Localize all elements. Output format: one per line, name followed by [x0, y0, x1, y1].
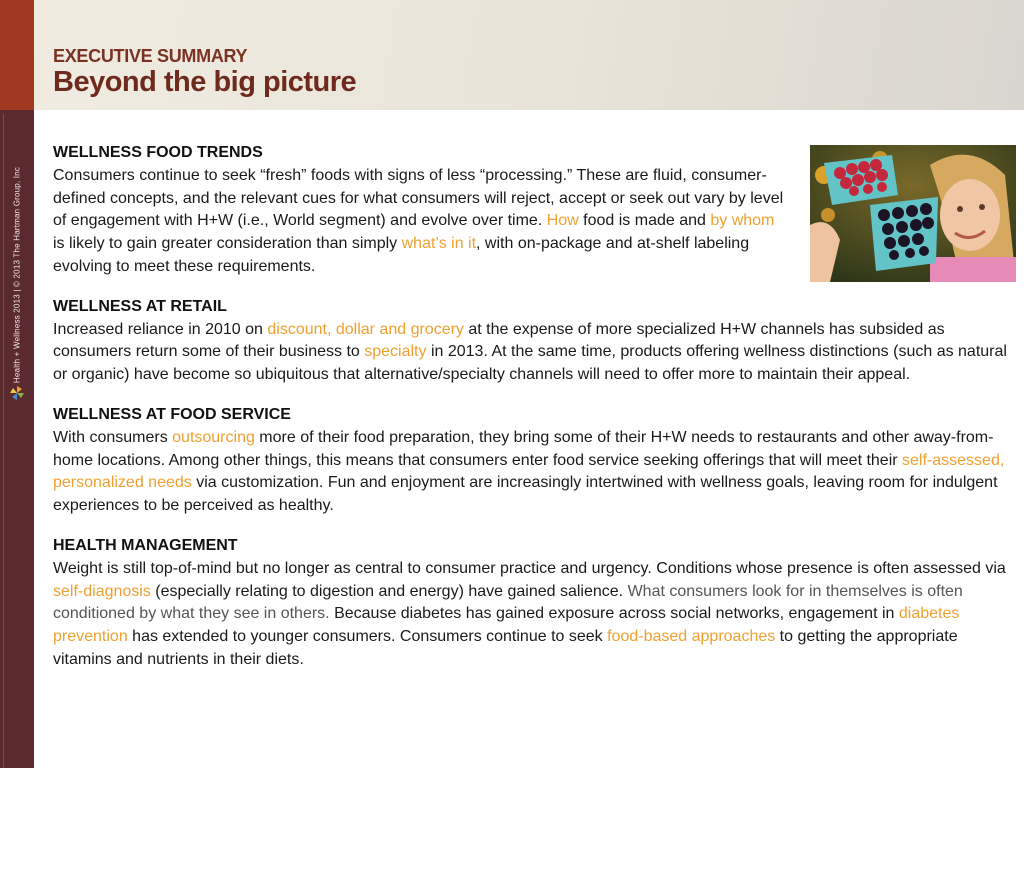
- text-run: is likely to gain greater consideration than simply: [53, 235, 402, 253]
- text-run: at the expense of more specialized H+W channels has subsided as consumers return some of their business to: [53, 320, 945, 361]
- section-paragraph: [53, 319, 1008, 387]
- text-run: Weight is still top-of-mind but no longer as central to consumer practice and urgency. Conditions whose presence is often assessed via: [53, 559, 1006, 577]
- text-run: to getting the appropriate vitamins and nutrients in their diets.: [53, 628, 958, 668]
- text-run: (especially relating to digestion and energy) have gained salience.: [150, 582, 628, 600]
- header-banner: [0, 0, 1024, 110]
- sidebar-copyright: Health + Wellness 2013 | © 2013 The Hartman Group, Inc: [12, 166, 22, 384]
- section-heading: WELLNESS FOOD TRENDS: [53, 144, 263, 161]
- text-run: has extended to younger consumers. Consumers continue to seek: [127, 628, 608, 646]
- section-health-management: [53, 535, 1008, 672]
- section-heading: WELLNESS AT FOOD SERVICE: [53, 405, 291, 423]
- content-body: [53, 142, 1008, 689]
- pinwheel-icon: [10, 386, 24, 400]
- section-paragraph: [53, 165, 788, 279]
- highlight-text: by whom: [710, 212, 775, 230]
- text-run: , with on-package and at-shelf labeling evolving to meet these requirements.: [53, 235, 750, 275]
- highlight-text: specialty: [364, 343, 427, 361]
- text-run: Increased reliance in 2010 on: [53, 320, 268, 338]
- text-run: Consumers continue to seek “fresh” foods with signs of less “processing.” These are fluid, consumer-defined concepts, and the relevant cues for what consumers will reject, accept or seek out vary by level of engagement with H+W (i.e., World segment) and evolve over time.: [53, 166, 784, 230]
- highlight-text: discount, dollar and grocery: [267, 320, 464, 338]
- page-number: 9: [12, 853, 22, 870]
- highlight-text: diabetes prevention: [53, 605, 960, 646]
- highlight-text: food-based approaches: [607, 628, 776, 646]
- header-accent-tab: [0, 0, 34, 110]
- section-paragraph: [53, 558, 1008, 672]
- sidebar: [0, 110, 34, 870]
- text-run: in 2013. At the same time, products offering wellness distinctions (such as natural or organic) have become so ubiquitous that alternative/specialty channels will need to offer more to maintain their appeal.: [53, 343, 1007, 384]
- section-paragraph: [53, 427, 1008, 518]
- section-heading: HEALTH MANAGEMENT: [53, 536, 238, 554]
- text-run: more of their food preparation, they bring some of their H+W needs to restaurants and other away-from-home locations. Among other things, this means that consumers enter food service seeking offerings that will meet their: [53, 428, 994, 469]
- section-kicker: EXECUTIVE SUMMARY: [53, 46, 248, 66]
- highlight-text: self-diagnosis: [53, 582, 151, 600]
- text-run: food is made and: [578, 212, 711, 230]
- text-run: With consumers: [53, 428, 173, 446]
- highlight-text: self-assessed, personalized needs: [53, 451, 1005, 492]
- section-heading: WELLNESS AT RETAIL: [53, 297, 227, 315]
- text-run: via customization. Fun and enjoyment are increasingly intertwined with wellness goals, leaving room for indulgent experiences to be perceived as healthy.: [53, 474, 998, 515]
- highlight-text: what’s in it: [401, 235, 477, 253]
- highlight-text: outsourcing: [172, 428, 255, 446]
- text-run: Because diabetes has gained exposure across social networks, engagement in: [329, 605, 899, 623]
- section-wellness-food-trends: [53, 142, 1008, 279]
- muted-text: What consumers look for in themselves is often conditioned by what they see in others.: [53, 582, 963, 623]
- page-title: Beyond the big picture: [53, 66, 357, 98]
- highlight-text: How: [546, 212, 579, 230]
- section-wellness-at-retail: [53, 296, 1008, 387]
- section-wellness-at-food-service: [53, 404, 1008, 518]
